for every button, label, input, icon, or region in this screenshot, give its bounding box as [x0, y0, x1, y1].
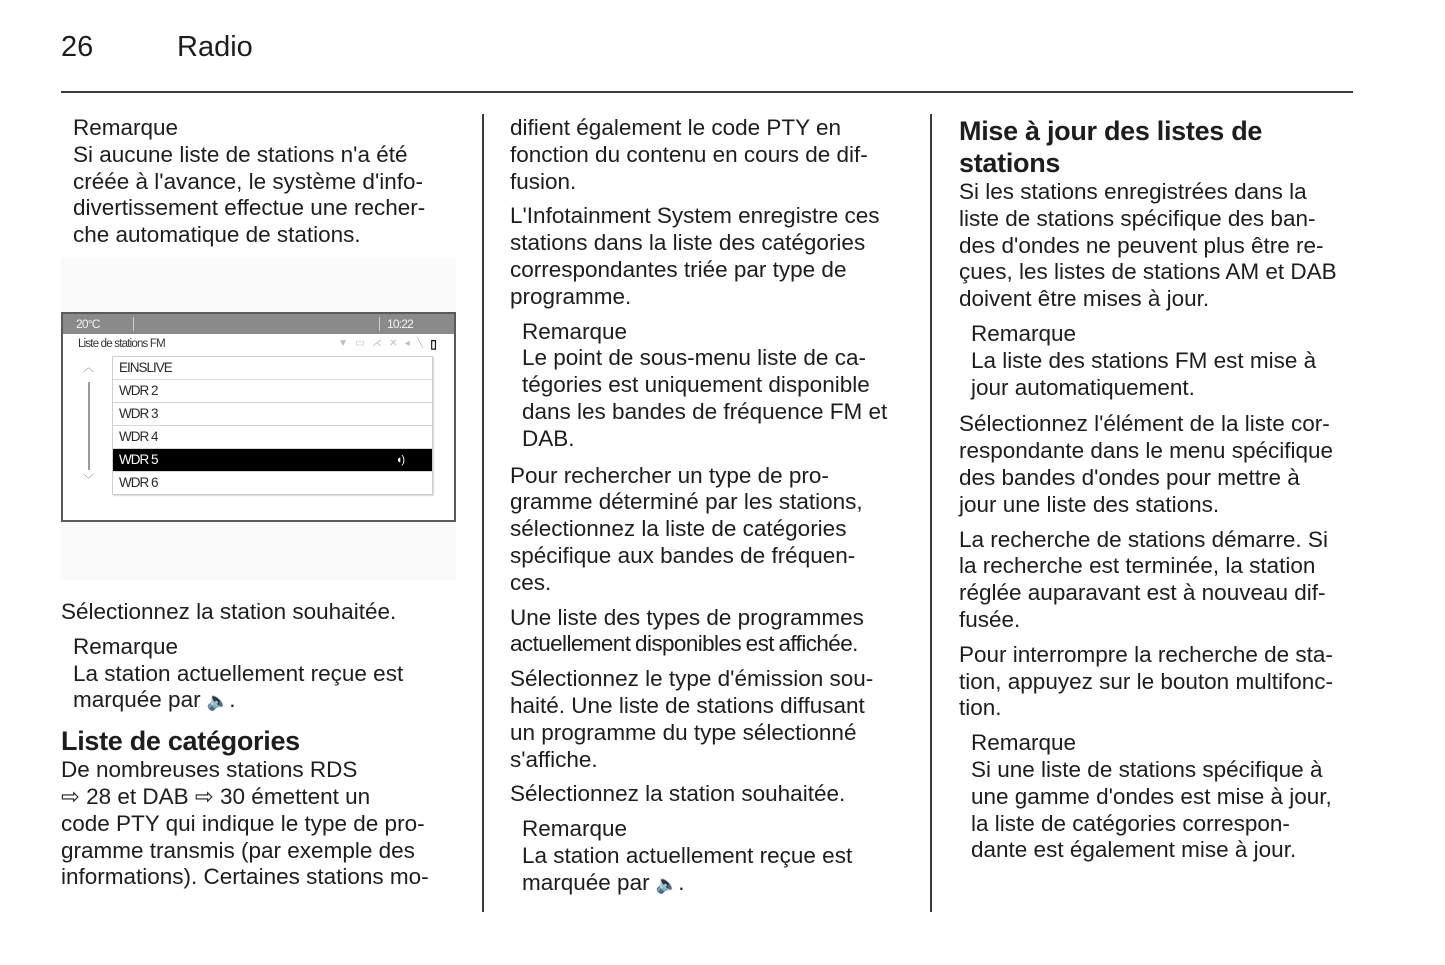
text-line: fusée. — [959, 606, 1021, 632]
status-icons — [338, 334, 436, 354]
text-line: gramme déterminé par les stations, — [510, 489, 863, 515]
text-fragment: marquée par — [73, 687, 207, 713]
column-1-lower — [61, 599, 471, 891]
text-line: un programme du type sélectionné — [510, 719, 857, 745]
station-row[interactable] — [113, 403, 432, 426]
text-line: stations dans la liste des catégories — [510, 230, 866, 256]
text-line: jour automatiquement. — [971, 374, 1195, 400]
screen-status-bar — [63, 314, 454, 334]
list-title: Liste de stations FM — [78, 338, 165, 350]
text-line: divertissement effectue une recher- — [73, 195, 426, 221]
text-line: che automatique de stations. — [73, 222, 361, 248]
text-line: créée à l'avance, le système d'info- — [73, 168, 424, 194]
bluetooth-icon: ▯ — [430, 337, 436, 351]
text-line — [61, 784, 471, 811]
rds-icon: ▭ — [355, 338, 364, 349]
text-fragment: 30 émettent un — [213, 783, 371, 809]
text-line: dans les bandes de fréquence FM et — [522, 398, 888, 424]
station-list-screenshot — [61, 258, 456, 580]
heading-update-station-lists: Mise à jour des listes de stations — [959, 116, 1263, 178]
text-line: fonction du contenu en cours de dif- — [510, 141, 868, 167]
page-number: 26 — [61, 31, 94, 63]
scroll-down-icon[interactable]: ﹀ — [83, 474, 94, 486]
text-line: spécifique aux bandes de fréquen- — [510, 542, 856, 568]
station-row[interactable] — [113, 426, 432, 449]
paragraph — [959, 642, 1359, 722]
scrollbar[interactable] — [88, 382, 90, 470]
text-line: une gamme d'ondes est mise à jour, — [971, 783, 1332, 809]
scroll-up-icon[interactable]: ︿ — [83, 362, 94, 374]
text-line: réglée auparavant est à nouveau dif- — [959, 580, 1326, 606]
text-line: tion. — [959, 695, 1002, 721]
text-line: Sélectionnez l'élément de la liste cor- — [959, 411, 1330, 437]
text-line: des d'ondes ne peuvent plus être re- — [959, 232, 1324, 258]
text-fragment: . — [229, 687, 236, 713]
paragraph — [510, 463, 920, 597]
text-line: L'Infotainment System enregistre ces — [510, 203, 880, 229]
note-title: Remarque — [971, 730, 1077, 756]
status-separator — [379, 317, 380, 331]
arrow-reference-icon[interactable]: ⇨ — [61, 783, 80, 809]
text-line: jour une liste des stations. — [959, 491, 1220, 517]
note-category-list-update — [959, 730, 1359, 864]
arrow-reference-icon[interactable]: ⇨ — [194, 783, 214, 809]
station-name: EINSLIVE — [119, 360, 172, 375]
status-separator — [133, 317, 134, 331]
note-current-station — [61, 634, 471, 715]
speaker-icon: 🔈 — [206, 691, 230, 712]
text-line: la recherche est terminée, la station — [959, 553, 1316, 579]
note-title: Remarque — [73, 633, 179, 659]
column-2 — [510, 115, 920, 908]
text-line: De nombreuses stations RDS — [61, 757, 358, 783]
text-line: programme. — [510, 283, 632, 309]
column-3 — [959, 115, 1359, 874]
text-line: La liste des stations FM est mise à — [971, 347, 1317, 373]
text-fragment: 28 et DAB — [79, 783, 195, 809]
note-title: Remarque — [522, 318, 628, 344]
column-divider-1 — [482, 114, 484, 912]
mute-icon: ◂ — [404, 338, 409, 349]
station-name: WDR 2 — [119, 383, 158, 398]
station-row[interactable] — [113, 380, 432, 403]
note-no-station-list — [61, 115, 471, 249]
text-line: DAB. — [522, 425, 575, 451]
column-1 — [61, 115, 471, 259]
paragraph — [510, 203, 920, 310]
text-line: Sélectionnez le type d'émission sou- — [510, 666, 874, 692]
text-fragment: marquée par — [522, 869, 656, 895]
note-title: Remarque — [73, 115, 179, 140]
text-line: Pour interrompre la recherche de sta- — [959, 641, 1333, 667]
text-line: La recherche de stations démarre. Si — [959, 526, 1328, 552]
text-line: Si les stations enregistrées dans la — [959, 179, 1307, 204]
text-line: doivent être mises à jour. — [959, 286, 1210, 312]
column-divider-2 — [930, 114, 932, 912]
screen-title-row — [63, 334, 454, 354]
speaker-icon: ◖) — [395, 454, 404, 466]
text-line: Le point de sous-menu liste de ca- — [522, 345, 866, 371]
text-line: s'affiche. — [510, 746, 598, 772]
paragraph — [510, 605, 920, 659]
note-current-station — [510, 816, 920, 897]
station-name: WDR 6 — [119, 475, 158, 490]
text-line: Une liste des types de programmes — [510, 604, 864, 630]
paragraph — [510, 115, 920, 195]
infotainment-screen — [61, 312, 456, 522]
text-line: correspondantes triée par type de — [510, 256, 847, 282]
text-line: fusion. — [510, 168, 577, 194]
station-row[interactable] — [113, 357, 432, 380]
text-line: actuellement disponibles est affichée. — [510, 631, 858, 657]
text-line: La station actuellement reçue est — [522, 842, 853, 868]
temperature: 20°C — [76, 317, 100, 331]
text-line: difient également le code PTY en — [510, 115, 842, 140]
text-line: ces. — [510, 569, 552, 595]
signal-icon: ▼ — [338, 338, 348, 349]
station-list — [112, 356, 433, 495]
text-line: liste de stations spécifique des ban- — [959, 205, 1316, 231]
heading-category-list: Liste de catégories — [61, 726, 300, 757]
station-name: WDR 3 — [119, 406, 158, 421]
text-line: La station actuellement reçue est — [73, 660, 404, 686]
text-line: haité. Une liste de stations diffusant — [510, 692, 865, 718]
note-title: Remarque — [522, 816, 628, 842]
paragraph — [959, 179, 1359, 313]
text-line: dante est également mise à jour. — [971, 837, 1297, 863]
text-line — [522, 870, 920, 898]
station-name: WDR 4 — [119, 429, 158, 444]
text-line: informations). Certaines stations mo- — [61, 864, 429, 890]
text-line: çues, les listes de stations AM et DAB — [959, 259, 1337, 285]
text-line: respondante dans le menu spécifique — [959, 438, 1334, 464]
note-title: Remarque — [971, 320, 1077, 346]
paragraph: Sélectionnez la station souhaitée. — [510, 781, 846, 807]
station-name: WDR 5 — [119, 452, 158, 467]
clock: 10:22 — [387, 317, 414, 331]
traffic-icon: ⋌ — [371, 338, 382, 349]
text-line: code PTY qui indique le type de pro- — [61, 810, 425, 836]
note-fm-auto-update — [959, 321, 1359, 401]
text-line: la liste de catégories correspon- — [971, 810, 1290, 836]
paragraph — [959, 527, 1359, 634]
paragraph — [959, 411, 1359, 518]
text-line: sélectionnez la liste de catégories — [510, 516, 847, 542]
text-line: gramme transmis (par exemple des — [61, 837, 415, 863]
speaker-icon: 🔈 — [655, 873, 679, 894]
text-line — [73, 687, 471, 715]
header-rule — [61, 91, 1353, 93]
text-fragment: . — [678, 869, 685, 895]
text-line: Pour rechercher un type de pro- — [510, 462, 829, 488]
note-category-submenu — [510, 319, 920, 453]
text-line: Si aucune liste de stations n'a été — [73, 141, 408, 167]
paragraph: Sélectionnez la station souhaitée. — [61, 599, 397, 624]
text-line: tion, appuyez sur le bouton multifonc- — [959, 668, 1333, 694]
station-row[interactable] — [113, 472, 432, 494]
phone-icon: ╲ — [416, 338, 423, 349]
section-title: Radio — [177, 31, 253, 63]
shuffle-icon: ✕ — [389, 338, 397, 349]
paragraph — [510, 666, 920, 773]
text-line: des bandes d'ondes pour mettre à — [959, 464, 1300, 490]
text-line: Si une liste de stations spécifique à — [971, 756, 1323, 782]
station-row-selected[interactable] — [113, 449, 432, 472]
text-line: tégories est uniquement disponible — [522, 372, 870, 398]
